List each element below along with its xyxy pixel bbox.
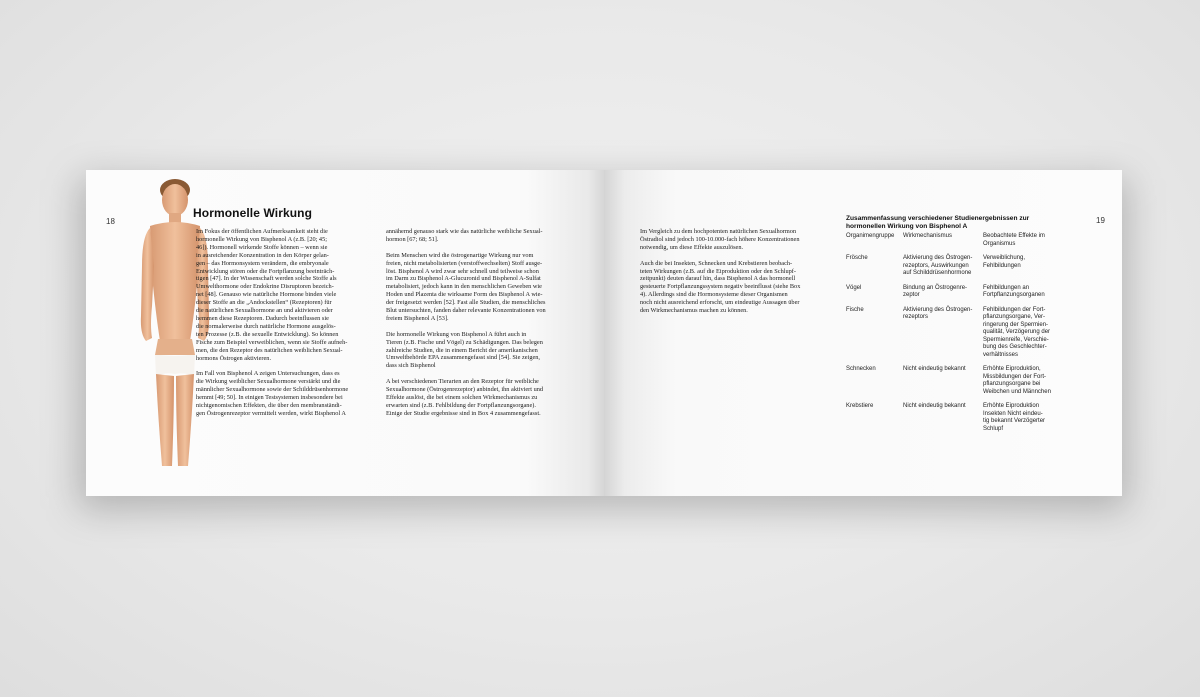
table-cell: Bindung an Östrogenre- zeptor [903,284,968,298]
page-heading: Hormonelle Wirkung [193,206,313,220]
table-header-row [846,233,1086,248]
page-number-left: 18 [106,217,115,226]
table-header: Wirkmechanismus [903,233,953,239]
summary-table [846,233,1086,440]
table-cell: Aktivierung des Östrogen- rezeptors [903,306,973,320]
table-cell: Frösche [846,255,868,261]
table-cell: Verweiblichung, Fehlbildungen [983,255,1026,269]
text-column-3 [640,228,840,323]
table-row [846,307,1086,360]
paragraph: Im Fokus der öffentlichen Aufmerksamkeit steht die hormonelle Wirkung von Bisphenol A (z.B. [20; 45; 46]). Hormonell wirkende Stoffe können – wenn sie in ausreichender Konzentration in den Körper gelan- gen – das Hormonsystem verändern, die embryonale Entwicklung stören oder die Fortpflanzung beeinträch- tigen [47]. In der Wissenschaft werden solche Stoffe als Umwelthormone oder Endokrine Disruptoren bezeich- net [48]. Genauso wie natürliche Hormone binden viele dieser Stoffe an die „Andockstellen“ (Rezeptoren) für die natürlichen Sexualhormone an und aktivieren oder hemmen diese Rezeptoren. Dadurch beeinflussen sie die normalerweise durch natürliche Hormone ausgelös- ten Prozesse (z.B. die sexuelle Entwicklung). So können Fische zum Beispiel verweiblichen, wenn sie Stoffe aufneh- men, die den Rezeptor des natürlichen weiblichen Sexual- hormons Östrogen aktivieren. [196,228,348,362]
table-cell: Nicht eindeutig bekannt [903,366,966,372]
paragraph: Auch die bei Insekten, Schnecken und Krebstieren beobach- teten Wirkungen (z.B. auf die Eiproduktion oder den Schlupf- zeitpunkt) deuten darauf hin, dass Bisphenol A das hormonell gesteuerte Fortpflanzungssystem negativ beeinflusst (siehe Box 4). Allerdings sind die Hormonsysteme dieser Organismen noch nicht ausreichend erforscht, um eindeutige Aussagen über den Wirkmechanismus machen zu können. [640,259,801,315]
table-cell: Fische [846,306,864,313]
table-row [846,255,1086,278]
table-cell: Schnecken [846,366,876,372]
table-cell: Fehlbildungen an Fortpflanzungsorganen [983,284,1045,298]
table-cell: Nicht eindeutig bekannt [903,403,966,409]
table-header: Beobachtete Effekte im Organismus [983,233,1045,247]
table-title: Zusammenfassung verschiedener Studienergebnissen zur hormonellen Wirkung von Bisphenol A [846,215,1030,230]
text-column-2 [386,228,578,426]
left-page [86,170,604,496]
table-cell: Krebstiere [846,403,874,409]
page-number-right: 19 [1096,216,1105,225]
paragraph: Die hormonelle Wirkung von Bisphenol A führt auch in Tieren (z.B. Fische und Vögel) zu Schädigungen. Das belegen zahlreiche Studien, die in einem Bericht der amerikanischen Umweltbehörde EPA zusammengefasst sind [54]. Sie zeigen, dass sich Bisphenol [386,330,543,370]
table-cell: Erhöhte Eiproduktion Insekten Nicht eindeu- tig bekannt Verzögerter Schlupf [983,403,1046,432]
table-header: Organimengruppe [846,233,895,239]
table-cell: Aktivierung des Östrogen- rezeptors, Auswirkungen auf Schilddrüsenhormone [903,255,973,276]
text-column-1 [196,228,376,426]
paragraph: Im Fall von Bisphenol A zeigen Untersuchungen, dass es die Wirkung weiblicher Sexualhormone verstärkt und die männlicher Sexualhormone sowie der Schilddrüsenhormone hemmt [49; 50]. In einigen Testsystemen insbesondere bei nichtgenomischen Effekten, die über den membranständi- gen Östrogenrezeptor vermittelt werden, wirkt Bisphenol A [196,370,349,417]
paragraph: A bei verschiedenen Tierarten an den Rezeptor für weibliche Sexualhormone (Östrogenrezeptor) anbindet, ihn aktiviert und Effekte auslöst, die bei einem solchen Wirkmechanismus zu erwarten sind (z.B. Fehlbildung der Fortpflanzungsorgane). Einige der Studie ergebnisse sind in Box 4 zusammengefasst. [386,378,544,417]
paragraph: Im Vergleich zu dem hochpotenten natürlichen Sexualhormon Östradiol sind jedoch 100-10.000-fach höhere Konzentrationen notwendig, um diese Effekte auszulösen. [640,228,800,251]
table-cell: Erhöhte Eiproduktion, Missbildungen der Fort- pflanzungsorgane bei Weibchen und Männchen [983,366,1051,395]
paragraph: annähernd genauso stark wie das natürliche weibliche Sexual- hormon [67; 68; 51]. [386,228,543,243]
table-row [846,285,1086,300]
table-cell: Fehlbildungen der Fort- pflanzungsorgane, Ver- ringerung der Spermien- qualität, Verzögerung der Spermienreife, Verschie- bung des Geschlechter- verhältnisses [983,306,1051,358]
table-row [846,403,1086,433]
paragraph: Beim Menschen wird die östrogenartige Wirkung nur vom freien, nicht metabolisierten (verstoffwechselten) Stoff ausge- löst. Bisphenol A wird zwar sehr schnell und teilweise schon im Darm zu Bisphenol A-Glucuronid und Bisphenol A-Sulfat metabolisiert, jedoch kann in den menschlichen Geweben wie Hoden und Plazenta die wirksame Form des Bisphenol A wie- der freigesetzt werden [52]. Fast alle Studien, die menschliches Blut untersuchten, fanden daher relevante Konzentrationen von freiem Bisphenol A [53]. [386,251,546,322]
right-page [604,170,1122,496]
table-row [846,366,1086,396]
table-cell: Vögel [846,284,862,291]
